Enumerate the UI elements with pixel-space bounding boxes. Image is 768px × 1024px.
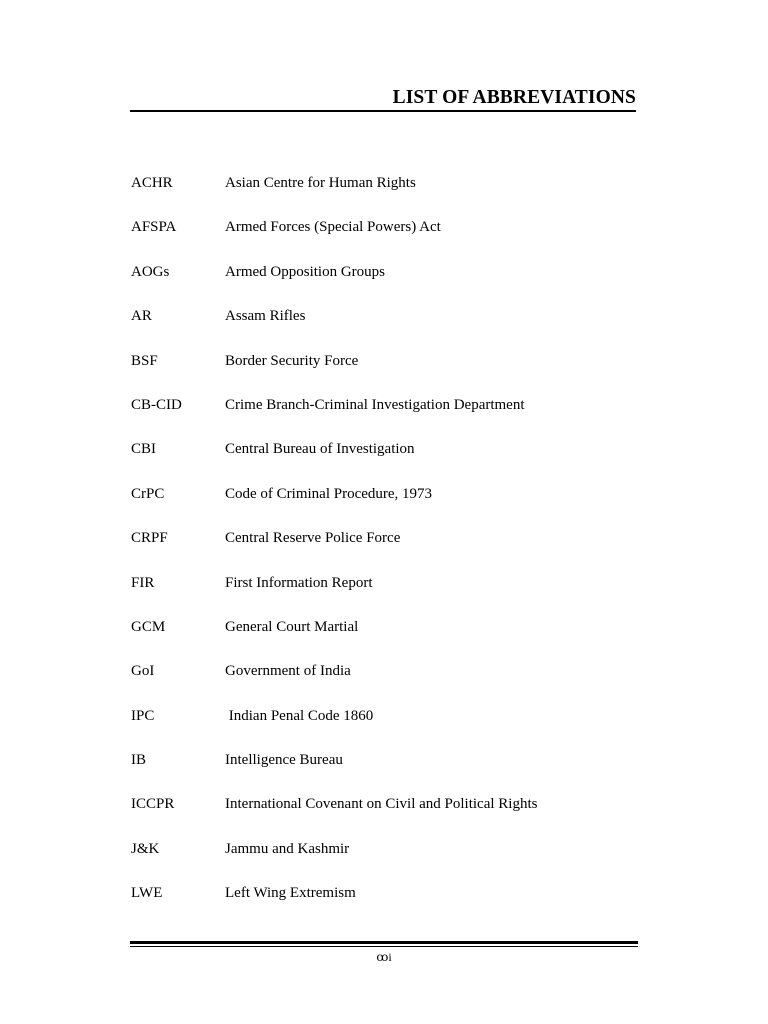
abbreviation-term: J&K (131, 840, 160, 857)
abbreviation-term: CB-CID (131, 396, 182, 413)
abbreviation-definition: Left Wing Extremism (225, 885, 356, 902)
abbreviation-row (131, 882, 651, 926)
page-title: LIST OF ABBREVIATIONS (392, 87, 636, 108)
abbreviation-row (131, 350, 651, 394)
abbreviation-row (131, 616, 651, 660)
abbreviation-definition: Assam Rifles (225, 308, 306, 325)
abbreviation-term: CrPC (131, 485, 165, 502)
abbreviation-row (131, 438, 651, 482)
abbreviation-definition: Border Security Force (225, 352, 359, 369)
abbreviation-term: CRPF (131, 530, 168, 547)
abbreviation-term: CBI (131, 441, 157, 458)
abbreviation-row (131, 527, 651, 571)
abbreviation-definition: Intelligence Bureau (225, 752, 343, 769)
abbreviation-term: GCM (131, 618, 166, 635)
abbreviation-term: AOGs (131, 263, 170, 280)
abbreviation-row (131, 660, 651, 704)
abbreviation-term: AFSPA (131, 219, 177, 236)
abbreviation-definition: International Covenant on Civil and Political Rights (225, 796, 538, 813)
abbreviation-term: IPC (131, 707, 155, 724)
abbreviation-term: ACHR (131, 175, 173, 191)
abbreviation-definition: First Information Report (225, 574, 373, 591)
abbreviation-definition: Crime Branch-Criminal Investigation Department (225, 396, 525, 413)
abbreviation-row (131, 572, 651, 616)
abbreviation-definition: Government of India (225, 663, 351, 680)
abbreviation-definition: Code of Criminal Procedure, 1973 (225, 485, 433, 502)
abbreviation-term: FIR (131, 574, 155, 591)
abbreviation-term: BSF (131, 352, 158, 369)
abbreviation-definition: Central Reserve Police Force (225, 530, 401, 547)
abbreviation-term: ICCPR (131, 796, 175, 813)
abbreviation-row (131, 838, 651, 882)
footer-rule-thin (130, 946, 638, 947)
abbreviation-definition: Armed Forces (Special Powers) Act (225, 219, 441, 236)
footer-rule-thick (130, 941, 638, 944)
abbreviation-row (131, 793, 651, 837)
abbreviation-row (131, 394, 651, 438)
abbreviation-definition: Armed Opposition Groups (225, 263, 385, 280)
abbreviation-row (131, 749, 651, 793)
abbreviation-row (131, 483, 651, 527)
abbreviation-row (131, 172, 651, 216)
abbreviation-definition: Central Bureau of Investigation (225, 441, 415, 458)
abbreviation-term: AR (131, 308, 152, 325)
abbreviation-row (131, 305, 651, 349)
abbreviation-row (131, 705, 651, 749)
abbreviation-definition: General Court Martial (225, 618, 359, 635)
abbreviation-definition: Indian Penal Code 1860 (225, 707, 374, 724)
page-number: ꝏi (376, 950, 392, 964)
page-header (130, 86, 636, 112)
abbreviation-list (131, 172, 651, 927)
abbreviation-term: LWE (131, 885, 163, 902)
abbreviation-row (131, 216, 651, 260)
abbreviation-definition: Asian Centre for Human Rights (225, 175, 416, 191)
abbreviation-definition: Jammu and Kashmir (225, 840, 350, 857)
abbreviation-row (131, 261, 651, 305)
abbreviation-term: GoI (131, 663, 155, 680)
abbreviation-term: IB (131, 752, 146, 769)
